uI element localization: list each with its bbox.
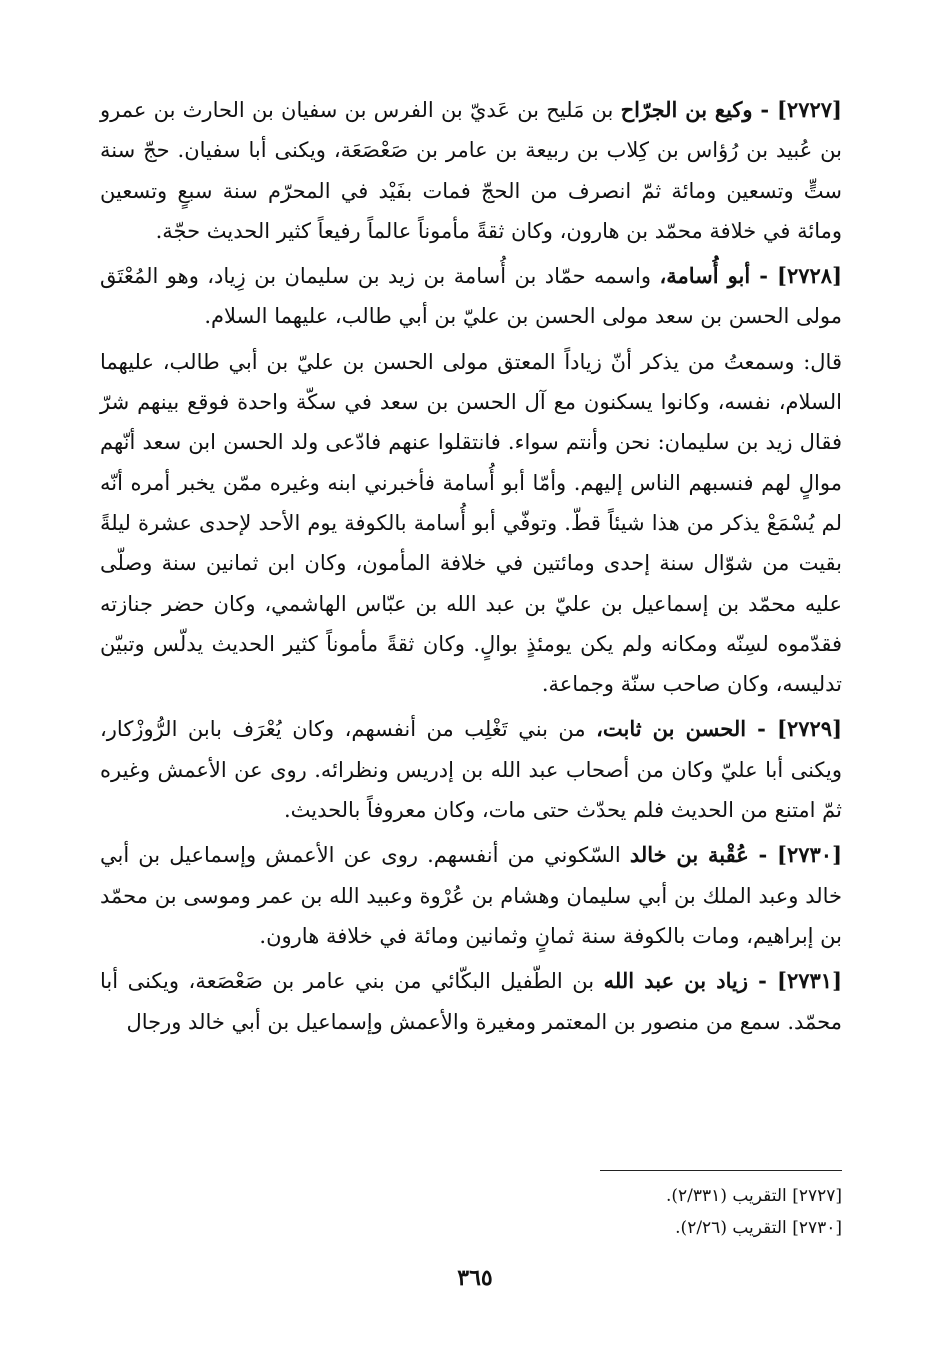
entry-text: السّكوني من أنفسهم. روى عن الأعمش وإسماعيل بن أبي خالد وعبد الملك بن أبي سليمان وهشام بن عُرْوة وعبيد الله بن عمر وموسى بن محمّد بن إبراهيم، ومات بالكوفة سنة ثمانٍ وثمانين ومائة في خلافة هارون. <box>100 843 842 948</box>
entry-text: قال: وسمعتُ من يذكر أنّ زياداً المعتق مولى الحسن بن عليّ بن أبي طالب، عليهما السلام، نفسه، وكانوا يسكنون مع آل الحسن بن سعد في سكّة واحدة فوقع بينهم شرّ فقال زيد بن سليمان: نحن وأنتم سواء. فانتقلوا عنهم فادّعى ولد الحسن ابن سعد أنّهم موالٍ لهم فنسبهم الناس إليهم. وأمّا أبو أُسامة فأخبرني ابنه وغيره ممّن يخبر أمره أنّه لم يُسْمَعْ يذكر من هذا شيئاً قطّ. وتوفّي أبو أُسامة بالكوفة يوم الأحد لإحدى عشرة ليلةً بقيت من شوّال سنة إحدى ومائتين في خلافة المأمون، وكان ابن ثمانين سنة وصلّى عليه محمّد بن إسماعيل بن عليّ بن عبد الله بن عبّاس الهاشمي، وكان حضر جنازته فقدّموه لسِنّه ومكانه ولم يكن يومئذٍ بوالٍ. وكان ثقةً مأموناً كثير الحديث يدلّس وتبيّن تدليسه، وكان صاحب سنّة وجماعة. <box>100 349 842 697</box>
entry-text: واسمه حمّاد بن أُسامة بن زيد بن سليمان بن زِياد، وهو المُعْتَق مولى الحسن بن سعد مولى الحسن بن عليّ بن أبي طالب، عليهما السلام. <box>100 264 842 329</box>
footnote-divider <box>600 1170 842 1171</box>
entry-heading: [٢٧٢٨] - أبو أُسامة، <box>659 263 843 289</box>
main-text <box>100 90 842 1047</box>
entry-text: من بني تَغْلِب من أنفسهم، وكان يُعْرَف بابن الرُّوزْكار، ويكنى أبا عليّ وكان من أصحاب عبد الله بن إدريس ونظرائه. روى عن الأعمش وغيره ثمّ امتنع من الحديث فلم يحدّث حتى مات، وكان معروفاً بالحديث. <box>100 717 842 823</box>
entry-text: بن الطّفيل البكّائي من بني عامر بن صَعْصَعة، ويكنى أبا محمّد. سمع من منصور بن المعتمر ومغيرة والأعمش وإسماعيل بن أبي خالد ورجال <box>100 969 842 1034</box>
entry-2731 <box>100 961 842 1042</box>
footnote-2727: [٢٧٢٧] التقريب (٢/٣٣١). <box>666 1186 842 1206</box>
entry-text: بن مَليح بن عَديّ بن الفرس بن سفيان بن الحارث بن عمرو بن عُبيد بن رُؤاس بن كِلاب بن ربيعة بن عامر بن صَعْصَعَة، ويكنى أبا سفيان. حجّ سنة ستٍّ وتسعين ومائة ثمّ انصرف من الحجّ فمات بفَيْد في المحرّم سنة سبعٍ وتسعين ومائة في خلافة محمّد بن هارون، وكان ثقةً مأموناً عالماً رفيعاً كثير الحديث حجّة. <box>100 98 842 243</box>
entry-heading: [٢٧٢٩] - الحسن بن ثابت، <box>596 716 842 742</box>
entry-heading: [٢٧٣١] - زياد بن عبد الله <box>603 968 842 994</box>
footnote-2730: [٢٧٣٠] التقريب (٢/٢٦). <box>675 1218 842 1238</box>
footnotes <box>500 1180 842 1244</box>
entry-2729 <box>100 709 842 830</box>
page-number: ٣٦٥ <box>457 1265 493 1291</box>
entry-2727 <box>100 90 842 251</box>
entry-2728-continuation <box>100 342 842 705</box>
entry-2730 <box>100 835 842 956</box>
entry-2728 <box>100 256 842 337</box>
entry-heading: [٢٧٣٠] - عُقْبة بن خالد <box>629 842 842 868</box>
entry-heading: [٢٧٢٧] - وكيع بن الجرّاح <box>620 97 842 122</box>
